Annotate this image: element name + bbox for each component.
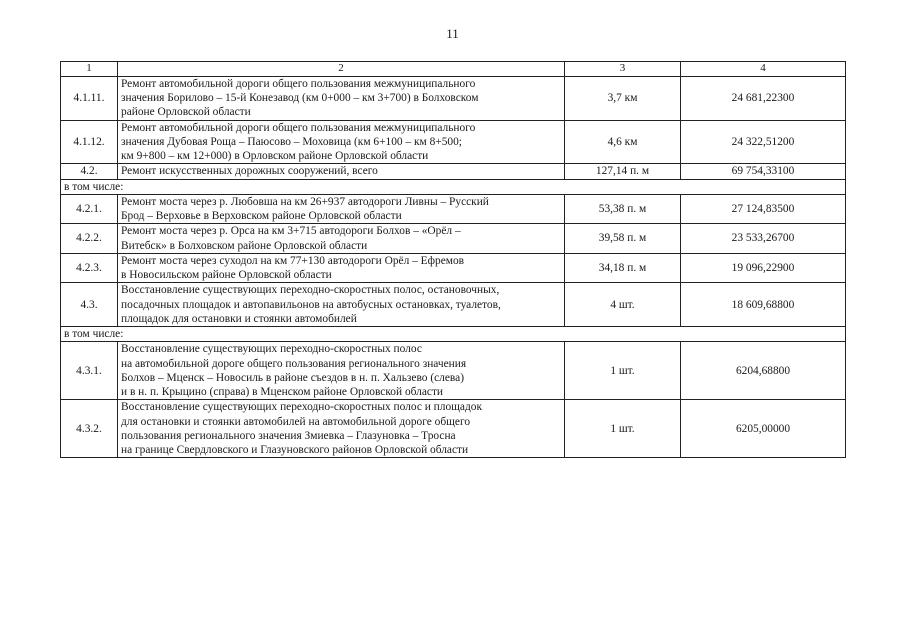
- description-line: Ремонт искусственных дорожных сооружений, всего: [121, 165, 378, 178]
- table-row: [61, 76, 846, 120]
- item-description: [118, 120, 565, 164]
- table-subheading-row: [61, 327, 846, 342]
- column-header: 1: [61, 62, 118, 77]
- page-number: 11: [446, 26, 459, 41]
- description-line: на границе Свердловского и Глазуновского районов Орловской области: [121, 444, 469, 456]
- item-description: [118, 164, 565, 179]
- item-number: 4.3.: [61, 283, 118, 327]
- item-number: 4.3.2.: [61, 400, 118, 458]
- table-subheading-row: [61, 179, 846, 194]
- item-amount: 27 124,83500: [681, 194, 846, 224]
- description-line: Ремонт автомобильной дороги общего пользования межмуниципального: [121, 77, 476, 90]
- item-quantity: 1 шт.: [565, 342, 681, 400]
- description-line: Ремонт автомобильной дороги общего пользования межмуниципального: [121, 121, 476, 134]
- description-line: Ремонт моста через р. Любовша на км 26+937 автодороги Ливны – Русский: [121, 195, 489, 208]
- item-description: [118, 76, 565, 120]
- description-line: значения Дубовая Роща – Паюсово – Моховица (км 6+100 – км 8+500;: [121, 135, 462, 148]
- item-quantity: 3,7 км: [565, 76, 681, 120]
- description-line: Восстановление существующих переходно-скоростных полос, остановочных,: [121, 284, 500, 297]
- item-quantity: 39,58 п. м: [565, 224, 681, 254]
- table-row: [61, 224, 846, 254]
- description-line: площадок для остановки и стоянки автомобилей: [121, 312, 357, 325]
- column-header: 2: [118, 62, 565, 77]
- description-line: и в н. п. Крыцино (справа) в Мценском районе Орловской области: [121, 386, 444, 398]
- item-quantity: 1 шт.: [565, 400, 681, 458]
- item-number: 4.2.3.: [61, 253, 118, 283]
- item-amount: 6205,00000: [681, 400, 846, 458]
- item-amount: 23 533,26700: [681, 224, 846, 254]
- table-row: [61, 253, 846, 283]
- description-line: в Новосильском районе Орловской области: [121, 269, 332, 281]
- item-quantity: 4,6 км: [565, 120, 681, 164]
- description-line: Болхов – Мценск – Новосиль в районе съездов в н. п. Хальзево (слева): [121, 371, 464, 384]
- item-number: 4.1.11.: [61, 76, 118, 120]
- table-header-row: [61, 62, 846, 77]
- item-quantity: 4 шт.: [565, 283, 681, 327]
- item-description: [118, 400, 565, 458]
- column-header: 3: [565, 62, 681, 77]
- description-line: пользования регионального значения Змиевка – Глазуновка – Тросна: [121, 429, 456, 442]
- description-line: км 9+800 – км 12+000) в Орловском районе Орловской области: [121, 150, 429, 162]
- description-line: посадочных площадок и автопавильонов на автобусных остановках, туалетов,: [121, 298, 501, 311]
- item-description: [118, 342, 565, 400]
- table-row: [61, 120, 846, 164]
- item-quantity: 127,14 п. м: [565, 164, 681, 179]
- item-number: 4.1.12.: [61, 120, 118, 164]
- item-amount: 19 096,22900: [681, 253, 846, 283]
- item-description: [118, 194, 565, 224]
- description-line: на автомобильной дороге общего пользования регионального значения: [121, 357, 467, 370]
- table-row: [61, 283, 846, 327]
- budget-table: [60, 61, 846, 458]
- item-quantity: 34,18 п. м: [565, 253, 681, 283]
- description-line: Ремонт моста через р. Орса на км 3+715 автодороги Болхов – «Орёл –: [121, 225, 461, 238]
- description-line: Витебск» в Болховском районе Орловской области: [121, 239, 368, 252]
- table-row: [61, 194, 846, 224]
- description-line: для остановки и стоянки автомобилей на автомобильной дороге общего: [121, 415, 471, 428]
- item-amount: 24 681,22300: [681, 76, 846, 120]
- item-description: [118, 253, 565, 283]
- column-header: 4: [681, 62, 846, 77]
- description-line: Брод – Верховье в Верховском районе Орловской области: [121, 210, 402, 222]
- table-row: [61, 164, 846, 179]
- item-number: 4.2.1.: [61, 194, 118, 224]
- item-description: [118, 224, 565, 254]
- item-amount: 24 322,51200: [681, 120, 846, 164]
- item-quantity: 53,38 п. м: [565, 194, 681, 224]
- description-line: значения Борилово – 15-й Конезавод (км 0+000 – км 3+700) в Болховском: [121, 92, 479, 104]
- item-amount: 69 754,33100: [681, 164, 846, 179]
- subheading-text: в том числе:: [61, 327, 846, 342]
- item-description: [118, 283, 565, 327]
- description-line: Восстановление существующих переходно-скоростных полос: [121, 343, 422, 356]
- item-number: 4.3.1.: [61, 342, 118, 400]
- item-amount: 6204,68800: [681, 342, 846, 400]
- item-amount: 18 609,68800: [681, 283, 846, 327]
- description-line: Ремонт моста через суходол на км 77+130 автодороги Орёл – Ефремов: [121, 254, 465, 267]
- table-row: [61, 400, 846, 458]
- item-number: 4.2.2.: [61, 224, 118, 254]
- item-number: 4.2.: [61, 164, 118, 179]
- description-line: Восстановление существующих переходно-скоростных полос и площадок: [121, 401, 483, 414]
- subheading-text: в том числе:: [61, 179, 846, 194]
- description-line: районе Орловской области: [121, 106, 251, 119]
- table-row: [61, 342, 846, 400]
